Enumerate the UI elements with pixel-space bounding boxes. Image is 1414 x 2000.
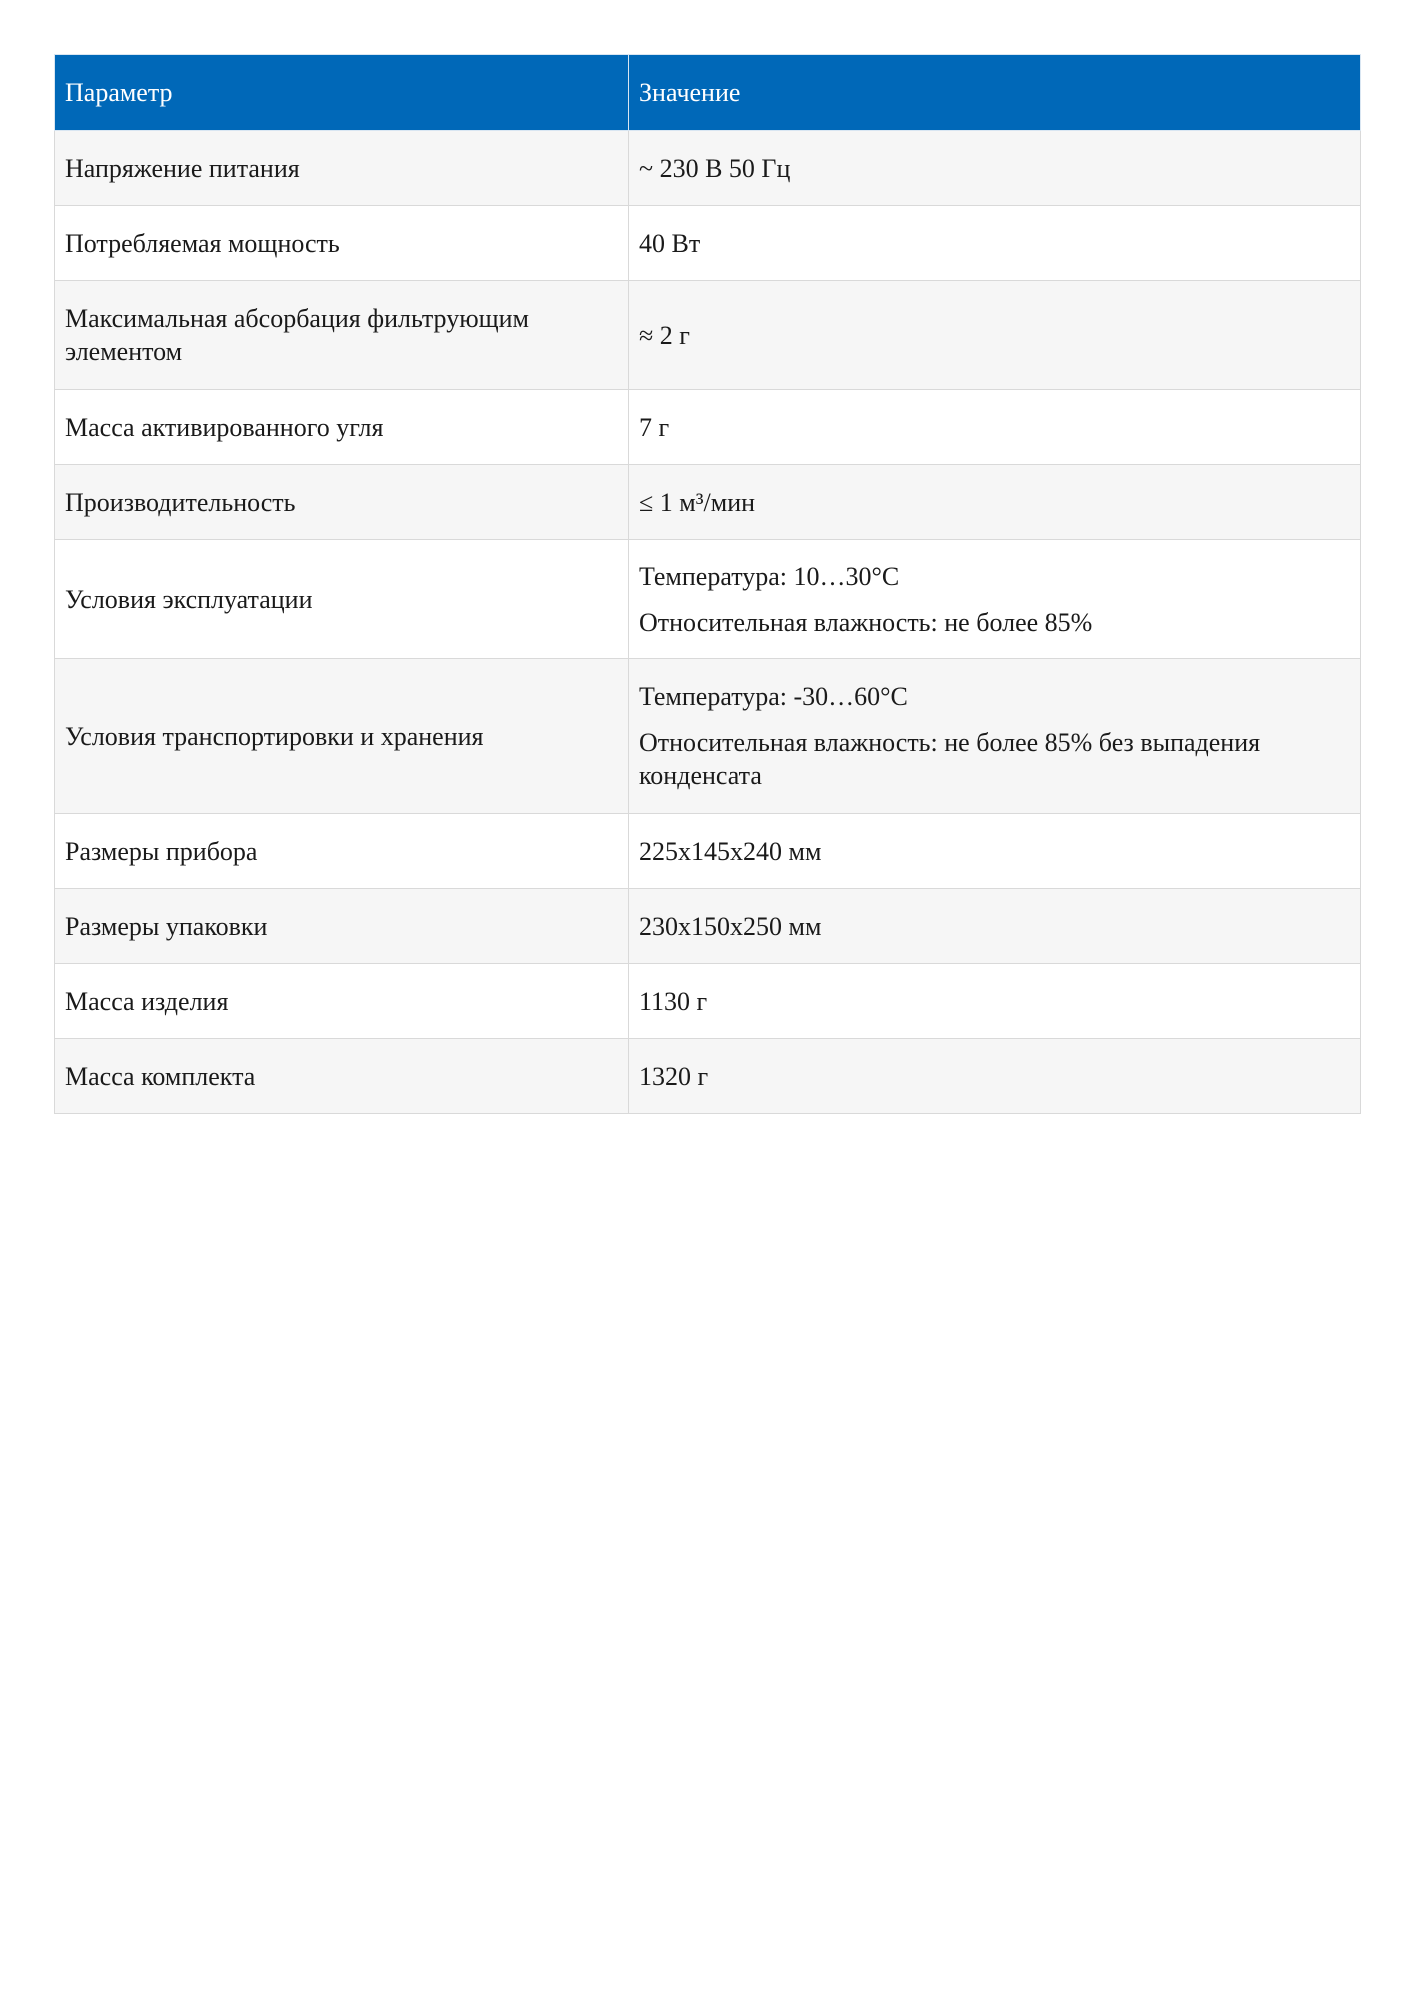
value-cell: [629, 889, 1361, 964]
spec-table: [54, 54, 1361, 1114]
param-cell: Размеры прибора: [55, 814, 629, 889]
value-line: Температура: 10…30°С: [639, 561, 900, 591]
table-row: [55, 465, 1361, 540]
table-row: [55, 659, 1361, 814]
value-cell: [629, 390, 1361, 465]
value-line: Относительная влажность: не более 85%: [639, 607, 1093, 637]
table-row: [55, 964, 1361, 1039]
value-line: 230x150x250 мм: [639, 911, 822, 941]
value-line: Относительная влажность: не более 85% без выпадения конденсата: [639, 728, 1261, 790]
value-cell: [629, 131, 1361, 206]
value-line: 7 г: [639, 412, 670, 442]
table-row: [55, 390, 1361, 465]
value-cell: [629, 659, 1361, 814]
table-row: [55, 540, 1361, 659]
param-cell: Масса комплекта: [55, 1039, 629, 1114]
table-row: [55, 281, 1361, 390]
param-cell: Масса изделия: [55, 964, 629, 1039]
param-cell: Напряжение питания: [55, 131, 629, 206]
param-cell: Потребляемая мощность: [55, 206, 629, 281]
value-line: ≤ 1 м³/мин: [639, 487, 756, 517]
value-cell: [629, 465, 1361, 540]
param-cell: Масса активированного угля: [55, 390, 629, 465]
header-param: Параметр: [55, 55, 629, 131]
table-header-row: [55, 55, 1361, 131]
param-cell: Условия транспортировки и хранения: [55, 659, 629, 814]
value-line: ~ 230 В 50 Гц: [639, 153, 791, 183]
value-cell: [629, 540, 1361, 659]
value-cell: [629, 814, 1361, 889]
value-line: ≈ 2 г: [639, 320, 690, 350]
value-line: Температура: -30…60°С: [639, 682, 908, 711]
value-line: 40 Вт: [639, 228, 701, 258]
value-line: 225x145x240 мм: [639, 836, 822, 866]
value-line: 1130 г: [639, 986, 708, 1016]
value-cell: [629, 1039, 1361, 1114]
table-row: [55, 131, 1361, 206]
value-line: 1320 г: [639, 1061, 709, 1091]
table-row: [55, 889, 1361, 964]
param-cell: Размеры упаковки: [55, 889, 629, 964]
param-cell: Условия эксплуатации: [55, 540, 629, 659]
table-row: [55, 1039, 1361, 1114]
header-value: Значение: [629, 55, 1361, 131]
table-row: [55, 206, 1361, 281]
value-cell: [629, 206, 1361, 281]
param-cell: Производительность: [55, 465, 629, 540]
value-cell: [629, 964, 1361, 1039]
table-row: [55, 814, 1361, 889]
value-cell: [629, 281, 1361, 390]
param-cell: Максимальная абсорбация фильтрующим элементом: [55, 281, 629, 390]
